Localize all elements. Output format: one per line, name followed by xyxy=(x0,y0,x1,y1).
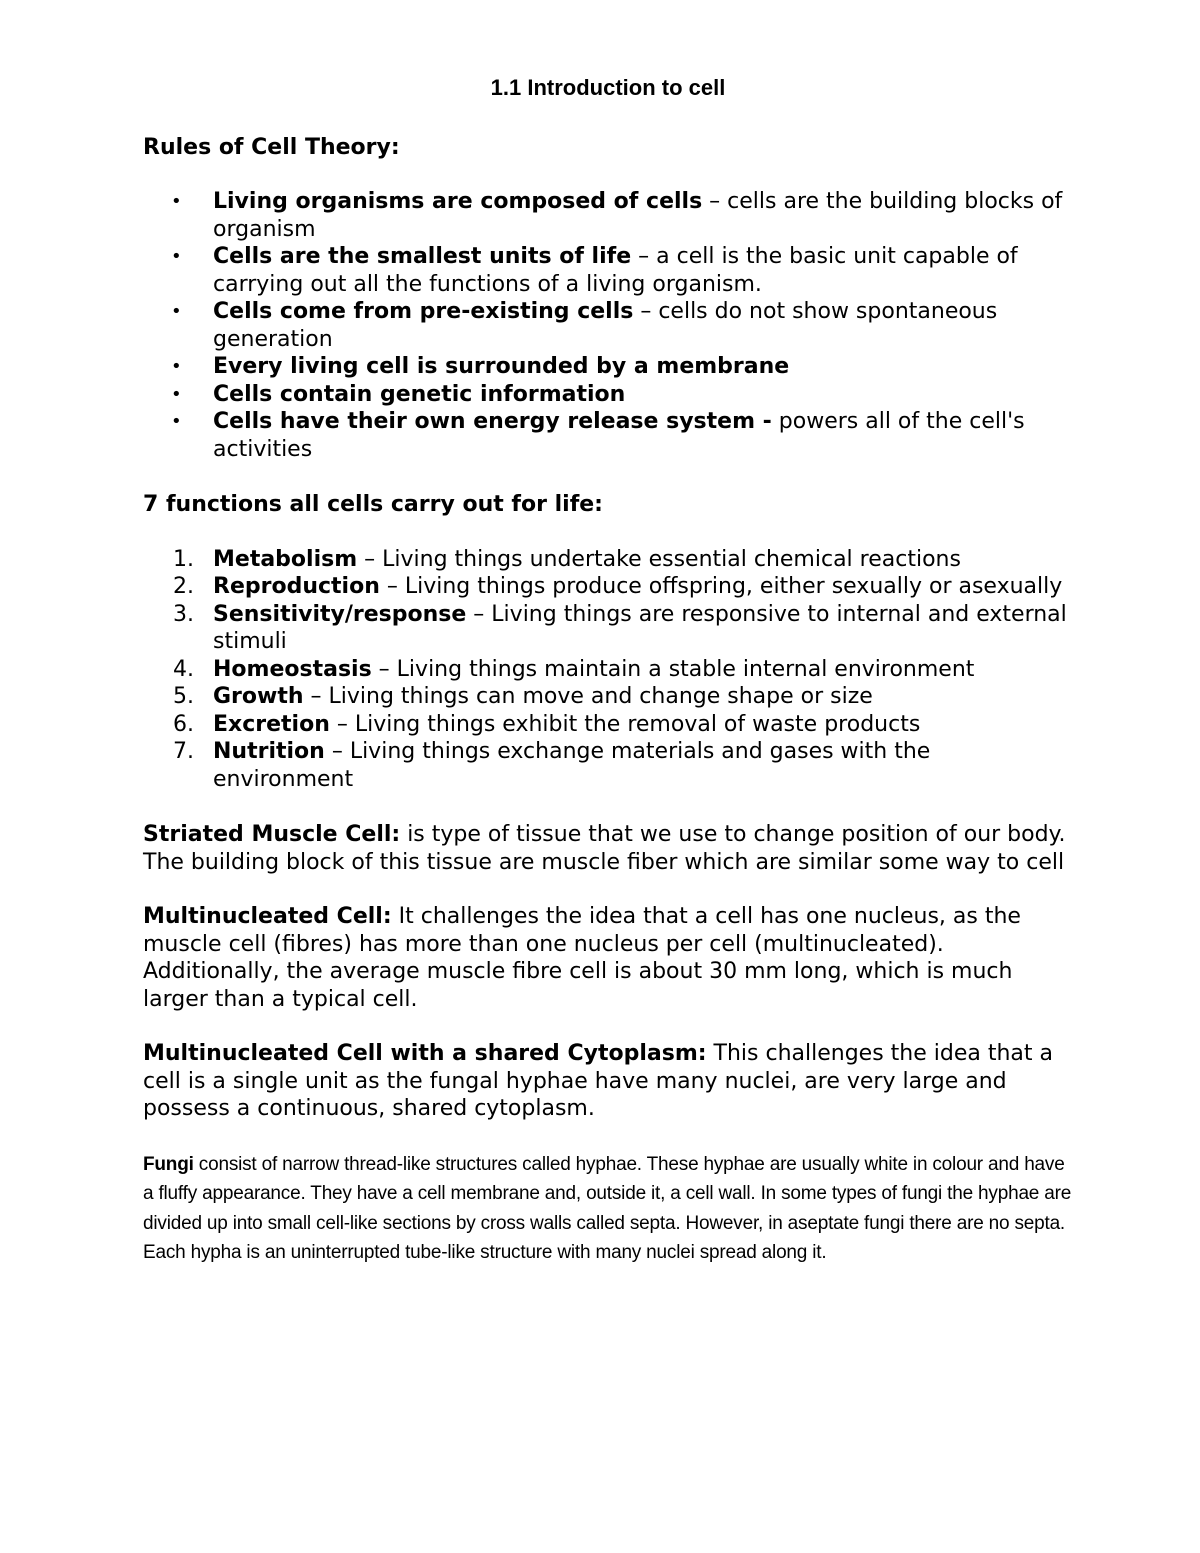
function-term: Growth xyxy=(213,684,304,709)
list-item xyxy=(143,656,1073,684)
bullet-icon: • xyxy=(171,411,182,432)
list-item xyxy=(143,573,1073,601)
rule-term: Living organisms are composed of cells xyxy=(213,189,703,214)
document-title: 1.1 Introduction to cell xyxy=(490,75,726,100)
striated-muscle-paragraph xyxy=(143,821,1073,876)
function-description: – Living things produce offspring, either sexually or asexually xyxy=(379,574,1063,599)
rule-description: – cells do not show spontaneous generation xyxy=(213,299,998,352)
function-description: – Living things are responsive to internal and external stimuli xyxy=(213,601,1067,654)
function-term: Homeostasis xyxy=(213,656,372,682)
document-page xyxy=(143,74,1073,1268)
paragraph-term: Multinucleated Cell with a shared Cytoplasm: xyxy=(143,1041,707,1066)
paragraph-term: Striated Muscle Cell: xyxy=(143,822,401,847)
list-item xyxy=(143,188,1073,243)
shared-cytoplasm-paragraph xyxy=(143,1040,1073,1123)
paragraph-text: is type of tissue that we use to change position of our body. The building block of this tissue are muscle fiber which are similar some way to cell xyxy=(143,822,1066,875)
fungi-paragraph xyxy=(143,1150,1073,1268)
paragraph-text: It challenges the idea that a cell has one nucleus, as the muscle cell (fibres) has more than one nucleus per cell (multinucleated). Additionally, the average muscle fibre cell is about 30 mm long, which is much larger than a typical cell. xyxy=(143,904,1021,1012)
rule-term: Cells come from pre-existing cells xyxy=(213,299,634,324)
rules-list xyxy=(143,188,1073,463)
multinucleated-paragraph xyxy=(143,903,1073,1013)
function-term: Excretion xyxy=(213,711,330,737)
rule-term: Cells are the smallest units of life xyxy=(213,244,632,269)
list-item xyxy=(143,353,1073,381)
item-number: 3. xyxy=(173,601,194,627)
item-number: 1. xyxy=(173,546,194,572)
functions-heading: 7 functions all cells carry out for life: xyxy=(143,492,603,517)
paragraph-text: This challenges the idea that a cell is a single unit as the fungal hyphae have many nuclei, are very large and possess a continuous, shared cytoplasm. xyxy=(143,1041,1054,1121)
list-item xyxy=(143,381,1073,409)
list-item xyxy=(143,546,1073,574)
function-description: – Living things exhibit the removal of waste products xyxy=(329,711,921,737)
function-term: Sensitivity/response xyxy=(213,601,467,627)
list-item xyxy=(143,601,1073,656)
list-item xyxy=(143,683,1073,711)
function-description: – Living things can move and change shape or size xyxy=(303,684,873,709)
rule-description: – cells are the building blocks of organism xyxy=(213,189,1063,242)
rule-term: Cells contain genetic information xyxy=(213,381,626,407)
bullet-icon: • xyxy=(171,191,182,212)
bullet-icon: • xyxy=(171,356,182,377)
list-item xyxy=(143,243,1073,298)
function-term: Reproduction xyxy=(213,574,380,599)
paragraph-term: Multinucleated Cell: xyxy=(143,904,392,929)
functions-list xyxy=(143,546,1073,794)
rules-heading: Rules of Cell Theory: xyxy=(143,134,400,160)
function-description: – Living things exchange materials and gases with the environment xyxy=(213,739,931,792)
rule-description: – a cell is the basic unit capable of carrying out all the functions of a living organism. xyxy=(213,244,1018,297)
paragraph-text: consist of narrow thread-like structures called hyphae. These hyphae are usually white in colour and have a fluffy appearance. They have a cell membrane and, outside it, a cell wall. In some types of fungi the hyphae are divided up into small cell-like sections by cross walls called septa. However, in aseptate fungi there are no septa. Each hypha is an uninterrupted tube-like structure with many nuclei spread along it. xyxy=(143,1153,1072,1263)
function-term: Nutrition xyxy=(213,739,325,764)
paragraph-term: Fungi xyxy=(143,1153,194,1175)
list-item xyxy=(143,711,1073,739)
item-number: 6. xyxy=(173,711,194,737)
list-item xyxy=(143,298,1073,353)
function-description: – Living things maintain a stable internal environment xyxy=(371,656,975,682)
rule-term: Every living cell is surrounded by a membrane xyxy=(213,354,790,379)
item-number: 2. xyxy=(173,574,194,599)
list-item xyxy=(143,408,1073,463)
function-term: Metabolism xyxy=(213,546,358,572)
list-item xyxy=(143,738,1073,793)
bullet-icon: • xyxy=(171,301,182,322)
rule-term: Cells have their own energy release system - xyxy=(213,409,772,434)
item-number: 5. xyxy=(173,684,194,709)
item-number: 7. xyxy=(173,739,194,764)
item-number: 4. xyxy=(173,656,194,682)
bullet-icon: • xyxy=(171,383,182,405)
rule-description: powers all of the cell's activities xyxy=(213,409,1025,462)
bullet-icon: • xyxy=(171,246,182,267)
function-description: – Living things undertake essential chemical reactions xyxy=(357,546,961,572)
